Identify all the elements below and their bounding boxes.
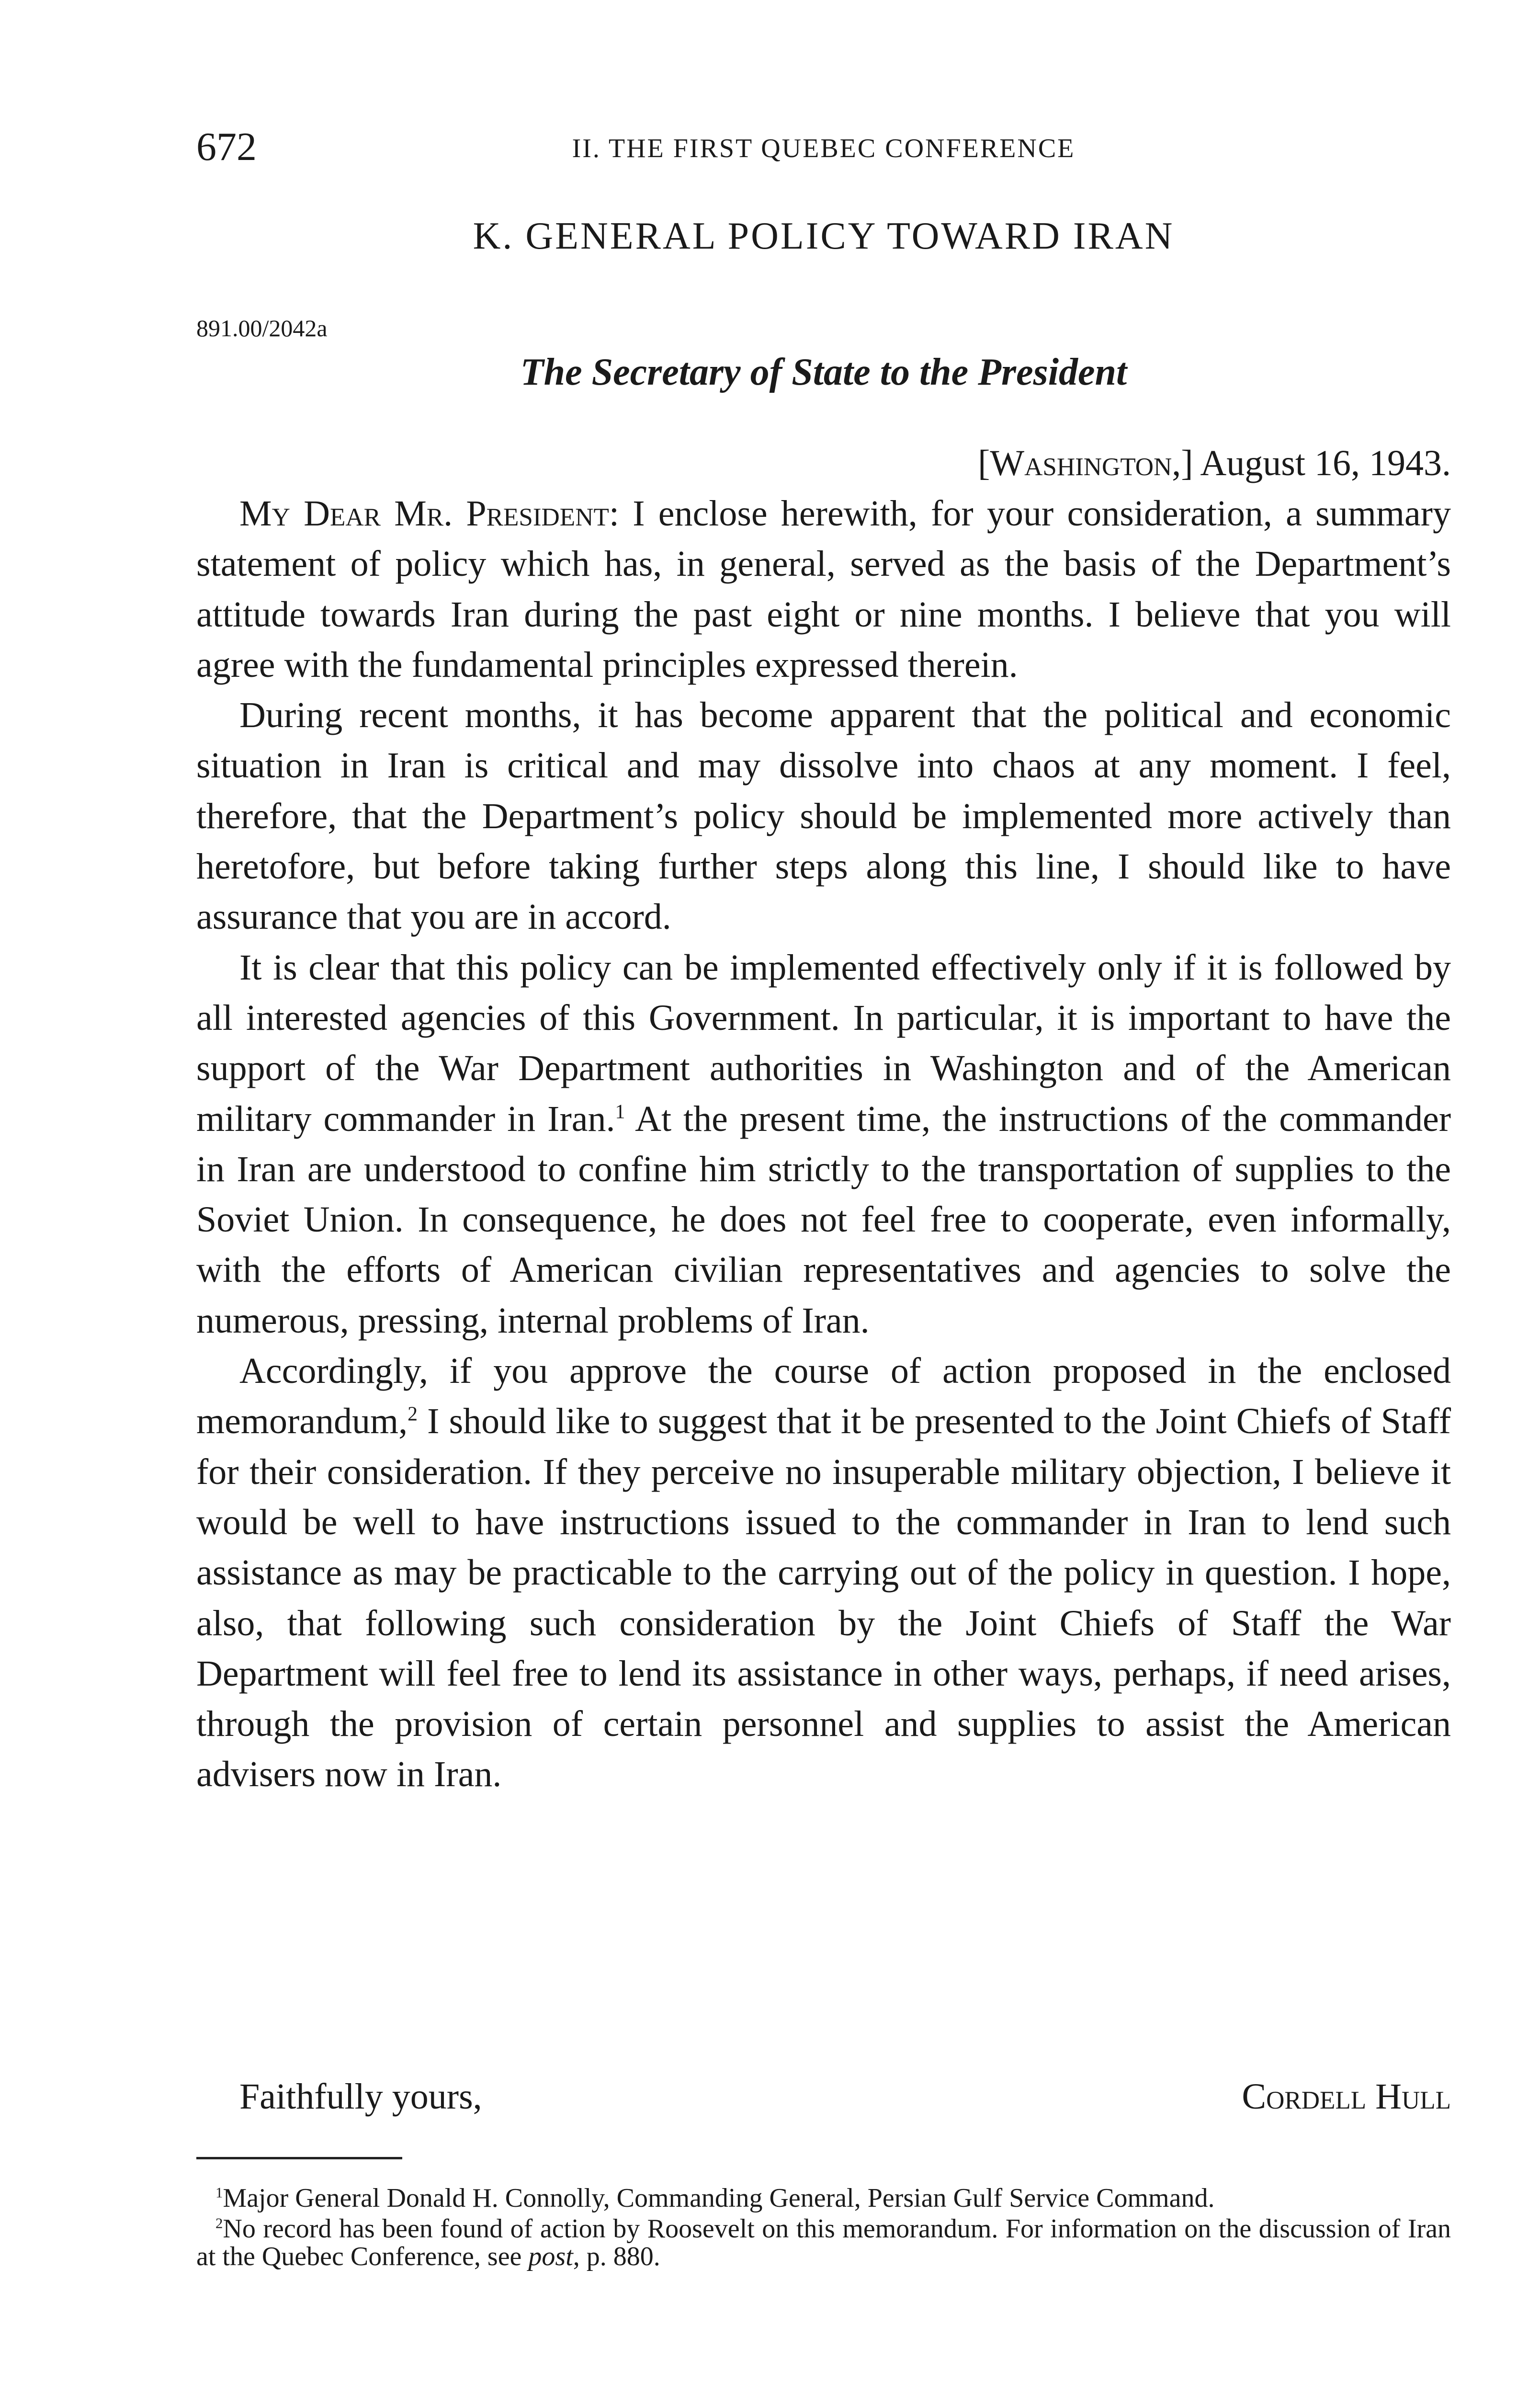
running-head bbox=[196, 125, 1451, 169]
paragraph-1-text: : I enclose herewith, for your consideration, a summary statement of policy which has, in general, served as the basis of the Department’s attitude towards Iran during the past eight or nine months. I believe that you will agree with the fundamental principles expressed therein. bbox=[196, 493, 1451, 685]
paragraph-4-text-b: I should like to suggest that it be presented to the Joint Chiefs of Staff for their consideration. If they perceive no insuperable military objection, I believe it would be well to have instructions issued to the commander in Iran to lend such assistance as may be practicable to the carrying out of the policy in question. I hope, also, that following such consideration by the Joint Chiefs of Staff the War Department will feel free to lend its assistance in other ways, perhaps, if need arises, through the provision of certain personnel and supplies to assist the American advisers now in Iran. bbox=[196, 1401, 1451, 1795]
footnote-2-emphasis: post bbox=[528, 2242, 573, 2271]
paragraph-2: During recent months, it has become apparent that the political and economic situation in Iran is critical and may dissolve into chaos at any moment. I feel, therefore, that the Department’s policy should be implemented more actively than heretofore, but before taking further steps along this line, I should like to have assurance that you are in accord. bbox=[196, 695, 1451, 937]
dateline bbox=[196, 438, 1451, 489]
letter-body bbox=[196, 489, 1451, 1800]
footnote-2-text-a: No record has been found of action by Roosevelt on this memorandum. For information on the discussion of Iran at the Quebec Conference, see bbox=[196, 2214, 1451, 2271]
footnote-2-text-b: , p. 880. bbox=[573, 2242, 660, 2271]
paragraph-3-text-b: At the present time, the instructions of the commander in Iran are understood to confine him strictly to the transportation of supplies to the Soviet Union. In consequence, he does not feel free to cooperate, even informally, with the efforts of American civilian representatives and agencies to solve the numerous, pressing, internal problems of Iran. bbox=[196, 1098, 1451, 1341]
footnote-ref-1[interactable]: 1 bbox=[615, 1101, 625, 1123]
footnote-1-text: Major General Donald H. Connolly, Commanding General, Persian Gulf Service Command. bbox=[223, 2183, 1215, 2213]
footnote-1 bbox=[196, 2184, 1451, 2212]
document-title: The Secretary of State to the President bbox=[520, 351, 1127, 393]
dateline-date: August 16, 1943. bbox=[1200, 443, 1451, 483]
footnote-2 bbox=[196, 2215, 1451, 2270]
paragraph-4 bbox=[196, 1346, 1451, 1800]
footnote-ref-2[interactable]: 2 bbox=[408, 1403, 418, 1426]
paragraph-3-text-a: It is clear that this policy can be implemented effectively only if it is followed by all interested agencies of this Government. In particular, it is important to have the support of the War Department authorities in Washington and of the American military commander in Iran. bbox=[196, 947, 1451, 1139]
salutation: My Dear Mr. President bbox=[239, 493, 609, 534]
paragraph-1 bbox=[196, 489, 1451, 690]
signature: Cordell Hull bbox=[1242, 2076, 1451, 2117]
paragraph-3 bbox=[196, 943, 1451, 1346]
footnotes bbox=[196, 2184, 1451, 2270]
closing bbox=[196, 2072, 1451, 2122]
footnote-1-number: 1 bbox=[215, 2184, 223, 2201]
file-number: 891.00/2042a bbox=[196, 315, 328, 342]
paragraph-4-text-a: Accordingly, if you approve the course of action proposed in the enclosed memorandum, bbox=[196, 1351, 1451, 1442]
running-title: II. THE FIRST QUEBEC CONFERENCE bbox=[572, 134, 1076, 163]
footnote-divider bbox=[196, 2157, 402, 2159]
section-heading: K. GENERAL POLICY TOWARD IRAN bbox=[473, 215, 1175, 257]
dateline-place: [Washington,] bbox=[978, 443, 1193, 483]
footnote-2-number: 2 bbox=[215, 2215, 223, 2232]
page-number: 672 bbox=[196, 125, 257, 169]
complimentary-close: Faithfully yours, bbox=[239, 2076, 482, 2117]
